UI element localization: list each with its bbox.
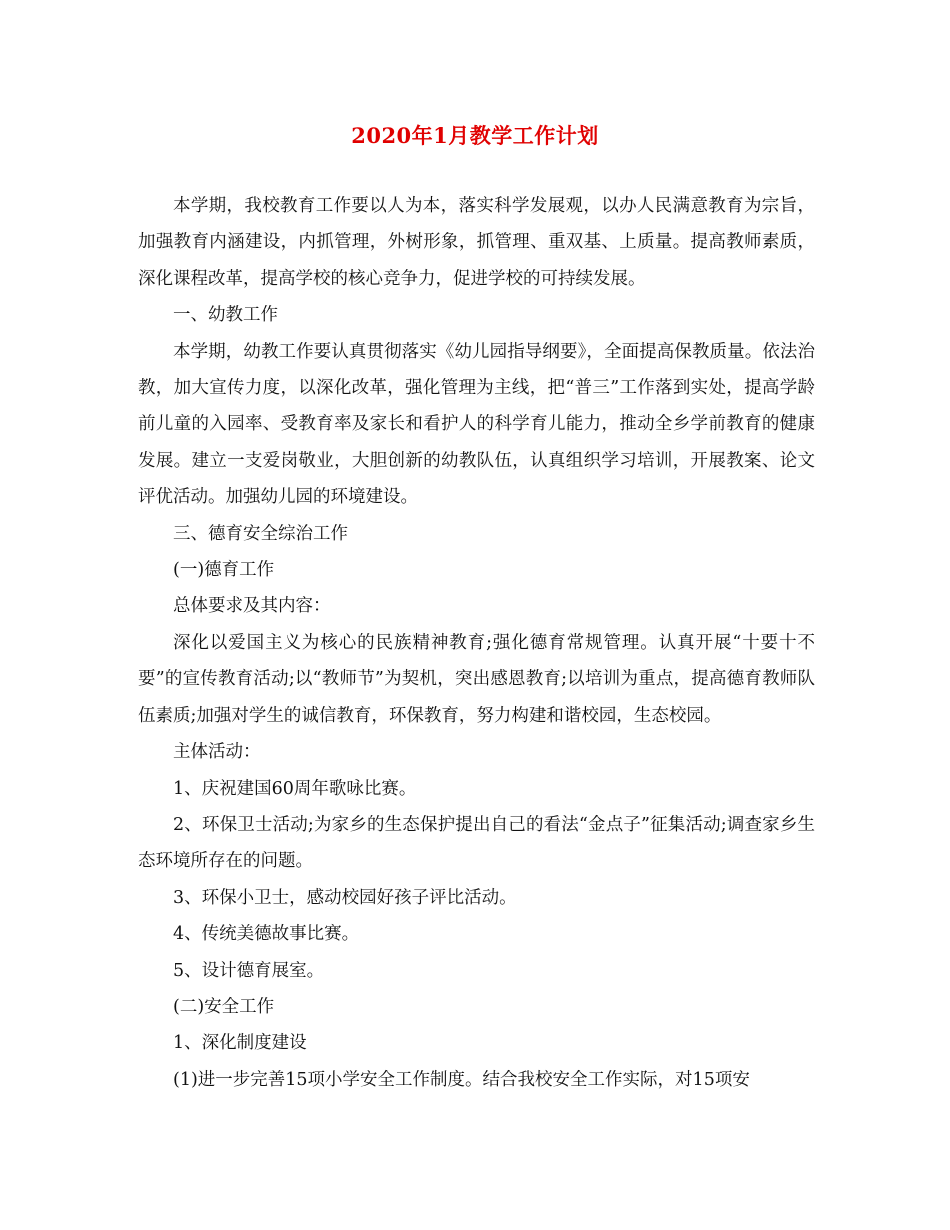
paragraph: 总体要求及其内容： (173, 596, 331, 617)
paragraph: (二)安全工作 (173, 996, 275, 1017)
paragraph: 4、传统美德故事比赛。 (173, 924, 360, 945)
paragraph: 5、设计德育展室。 (173, 960, 325, 981)
document-title: 2020年1月教学工作计划 (351, 123, 599, 148)
paragraph: 1、深化制度建设 (173, 1033, 307, 1054)
paragraph: 深化以爱国主义为核心的民族精神教育;强化德育常规管理。认真开展“十要十不要”的宣传教育活动;以“教师节”为契机，突出感恩教育;以培训为重点，提高德育教师队伍素质;加强对学生的诚信教育，环保教育，努力构建和谐校园，生态校园。 (138, 632, 815, 726)
paragraph: 本学期，幼教工作要认真贯彻落实《幼儿园指导纲要》，全面提高保教质量。依法治教，加大宣传力度，以深化改革，强化管理为主线，把“普三”工作落到实处，提高学龄前儿童的入园率、受教育率及家长和看护人的科学育儿能力，推动全乡学前教育的健康发展。建立一支爱岗敬业，大胆创新的幼教队伍，认真组织学习培训，开展教案、论文评优活动。加强幼儿园的环境建设。 (138, 341, 815, 508)
paragraph: 主体活动： (173, 742, 261, 763)
paragraph: 本学期，我校教育工作要以人为本，落实科学发展观，以办人民满意教育为宗旨，加强教育内涵建设，内抓管理，外树形象，抓管理、重双基、上质量。提高教师素质，深化课程改革，提高学校的核心竞争力，促进学校的可持续发展。 (138, 196, 815, 289)
paragraph: (一)德育工作 (173, 560, 275, 581)
paragraph: 1、庆祝建国60周年歌咏比赛。 (173, 778, 417, 799)
paragraph: 三、德育安全综治工作 (173, 523, 348, 544)
paragraph: 3、环保小卫士，感动校园好孩子评比活动。 (173, 887, 517, 908)
document-body (138, 188, 815, 1098)
paragraph: (1)进一步完善15项小学安全工作制度。结合我校安全工作实际，对15项安 (173, 1069, 750, 1090)
paragraph: 2、环保卫士活动;为家乡的生态保护提出自己的看法“金点子”征集活动;调查家乡生态环境所存在的问题。 (138, 814, 815, 872)
paragraph: 一、幼教工作 (173, 305, 278, 326)
